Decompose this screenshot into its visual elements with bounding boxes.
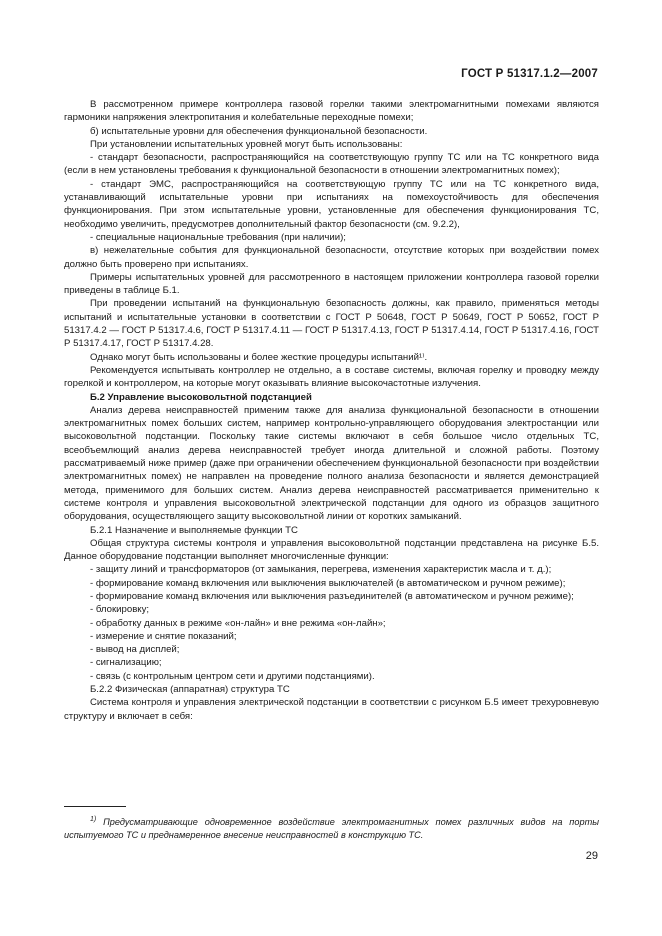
list-item: - защиту линий и трансформаторов (от замыкания, перегрева, изменения характеристик масла и т. д.); [90,564,552,576]
list-item: - связь (с контрольным центром сети и другими подстанциями). [90,670,375,682]
list-item: - обработку данных в режиме «он-лайн» и вне режима «он-лайн»; [90,617,386,629]
list-item: - измерение и снятие показаний; [90,630,237,642]
paragraph: Общая структура системы контроля и управления высоковольтной подстанции представлена на рисунке Б.5. Данное оборудование подстанции выполняет многочисленные функции: [64,537,599,563]
section-heading: Б.2 Управление высоковольтной подстанцией [90,391,312,403]
paragraph: б) испытательные уровни для обеспечения функциональной безопасности. [90,125,428,137]
paragraph: в) нежелательные события для функциональной безопасности, отсутствие которых при воздействии помех должно быть проверено при испытаниях. [64,245,599,270]
list-item: - формирование команд включения или выключения выключателей (в автоматическом и ручном режиме); [90,577,566,589]
paragraph: При установлении испытательных уровней могут быть использованы: [90,138,403,150]
paragraph: Однако могут быть использованы и более жесткие процедуры испытаний¹⁾. [90,351,428,363]
footnote-text: Предусматривающие одновременное воздействие электромагнитных помех различных видов на порты испытуемого ТС и преднамеренное внесение неисправностей в конструкцию ТС. [64,817,599,841]
paragraph: Анализ дерева неисправностей применим также для анализа функциональной безопасности в отношении электромагнитных помех больших систем, например контрольно-управляющего оборудования электростанции или высоковольтной подстанции. Поскольку такие системы включают в себя большое число отдельных ТС, всеобъемлющий анализ дерева неисправностей требует иногда длительной и сложной работы. Поэтому рассматриваемый ниже пример (даже при ограничении обеспечением функциональной безопасности при воздействии электромагнитных помех) не направлен на проведение полного анализа безопасности и является демонстрацией метода, применимого для больших систем. Анализ дерева неисправностей рассматривается применительно к системе контроля и управления высоковольтной электрической подстанции для одного из образцов защитного оборудования, осуществляющего защиту высоковольтной линии от коротких замыканий. [64,404,599,523]
footnote-divider [64,806,126,807]
paragraph: Рекомендуется испытывать контроллер не отдельно, а в составе системы, включая горелку и проводку между горелкой и контроллером, на которые могут оказывать влияние высокочастотные излучения. [64,364,599,390]
body-text [64,98,599,723]
footnote [64,813,599,842]
paragraph: При проведении испытаний на функциональную безопасность должны, как правило, применяться методы испытаний и испытательные установки в соответствии с ГОСТ Р 50648, ГОСТ Р 50649, ГОСТ Р 50652, ГОСТ Р 51317.4.2 — ГОСТ Р 51317.4.6, ГОСТ Р 51317.4.11 — ГОСТ Р 51317.4.13, ГОСТ Р 51317.4.14, ГОСТ Р 51317.4.16, ГОСТ Р 51317.4.17, ГОСТ Р 51317.4.28. [64,298,599,350]
paragraph: В рассмотренном примере контроллера газовой горелки такими электромагнитными помехами являются гармоники напряжения электропитания и колебательные переходные помехи; [64,99,599,124]
paragraph: Примеры испытательных уровней для рассмотренного в настоящем приложении контроллера газовой горелки приведены в таблице Б.1. [64,271,599,297]
subsection-heading: Б.2.2 Физическая (аппаратная) структура ТС [90,684,290,696]
paragraph: - стандарт безопасности, распространяющийся на соответствующую группу ТС или на ТС конкретного вида (если в нем установлены требования к функциональной безопасности в отношении электромагнитных помех); [64,152,599,177]
subsection-heading: Б.2.1 Назначение и выполняемые функции ТС [90,524,298,536]
paragraph: - стандарт ЭМС, распространяющийся на соответствующую группу ТС или на ТС конкретного вида, устанавливающий испытательные уровни при испытаниях на помехоустойчивость для обеспечения функционирования. При этом испытательные уровни, установленные для обеспечения функционирования ТС, необходимо увеличить, предусмотрев дополнительный фактор безопасности (см. 9.2.2), [64,178,599,230]
list-item: - блокировку; [90,604,150,616]
list-item: - формирование команд включения или выключения разъединителей (в автоматическом и ручном режиме); [90,590,574,602]
document-header: ГОСТ Р 51317.1.2—2007 [461,68,598,80]
list-item: - сигнализацию; [90,657,162,669]
paragraph: Система контроля и управления электрической подстанции в соответствии с рисунком Б.5 имеет трехуровневую структуру и включает в себя: [64,697,599,722]
paragraph: - специальные национальные требования (при наличии); [90,231,346,243]
list-item: - вывод на дисплей; [90,644,180,656]
page-number: 29 [585,850,598,862]
footnote-marker: 1) [90,816,97,823]
